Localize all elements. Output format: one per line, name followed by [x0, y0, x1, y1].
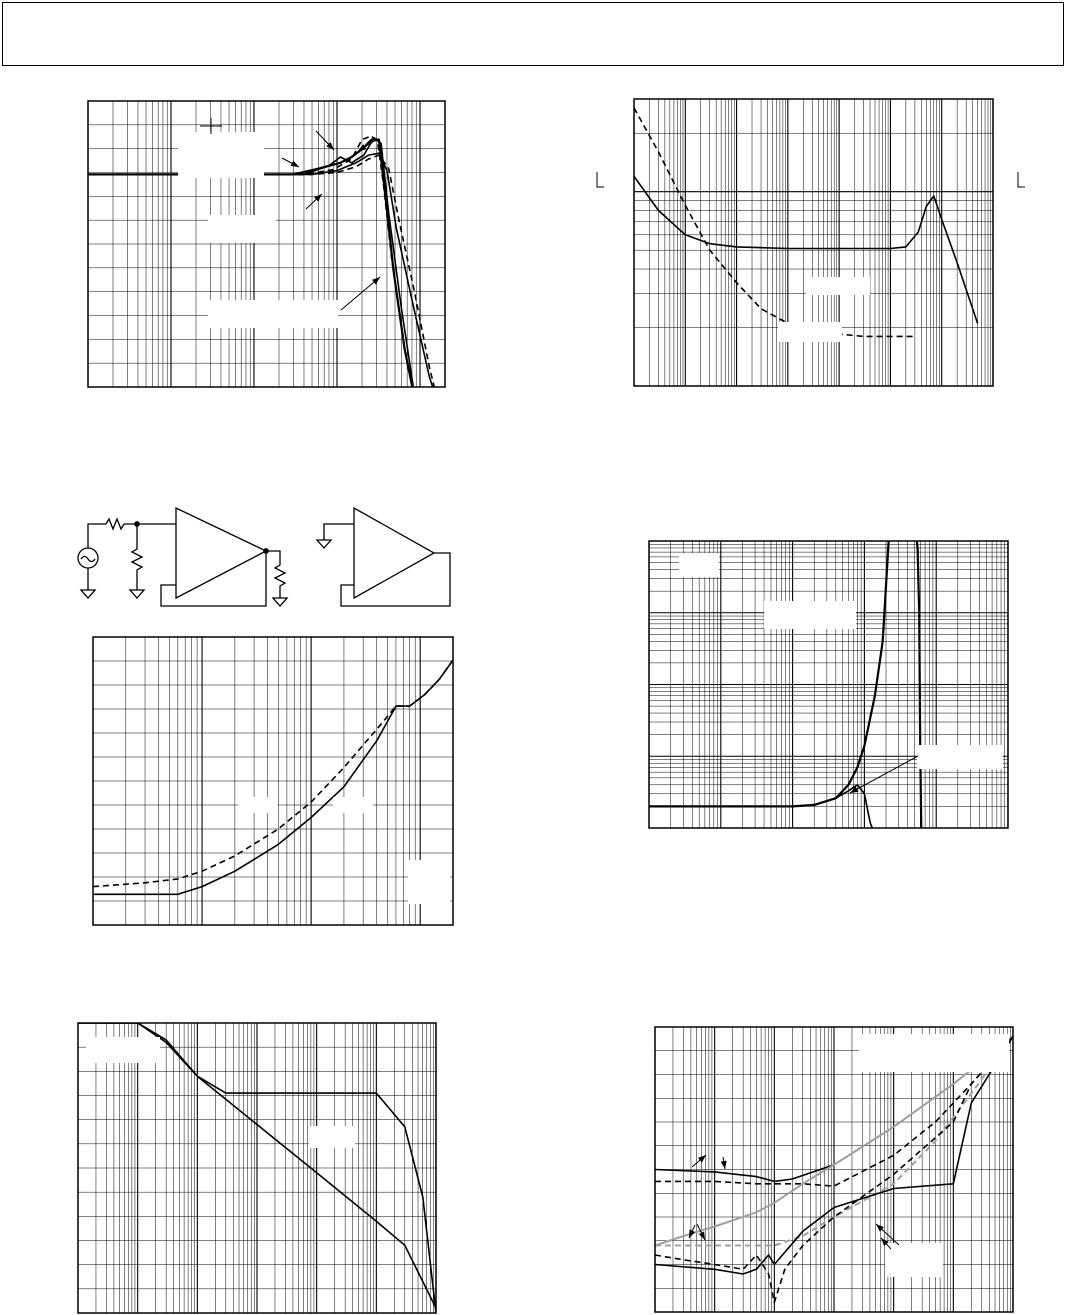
plot-grid [634, 99, 993, 386]
ground-symbol [317, 540, 331, 548]
series-line-2 [634, 108, 915, 337]
series-line-3 [915, 519, 924, 835]
series-line-1 [93, 660, 453, 894]
ground-symbol [130, 590, 144, 598]
chart-distortion [93, 637, 453, 925]
annotation-box [178, 132, 264, 178]
input-resistor [106, 519, 124, 529]
leader-arrow [341, 277, 380, 310]
arrow-head [291, 161, 299, 167]
annotation-box [679, 553, 719, 577]
annotation-box [208, 215, 276, 243]
plot-series-group [93, 660, 453, 894]
leader-arrow [282, 158, 299, 167]
annotation-box [917, 745, 1003, 769]
annotation-box [86, 1037, 160, 1063]
sine-glyph [81, 557, 95, 562]
annotation-box [238, 797, 278, 813]
axis-corner-mark-right [1018, 172, 1025, 187]
load-resistor [266, 551, 285, 598]
axis-corner-mark-left [597, 172, 604, 187]
ground-symbol [273, 598, 287, 606]
op-amp-symbol-2 [354, 508, 434, 598]
arrow-head [721, 1161, 727, 1169]
leader-arrow [689, 1225, 695, 1238]
series-line-1 [88, 140, 416, 407]
source-wire [88, 524, 106, 548]
annotation-box [208, 300, 338, 328]
ground-symbol [81, 590, 95, 598]
plot-grid [78, 1023, 436, 1313]
chart-noise-density [634, 99, 993, 386]
annotation-box [309, 1126, 355, 1148]
annotation-box [408, 860, 450, 904]
chart-freq-response [88, 101, 445, 406]
annotation-box [764, 601, 856, 629]
chart-gain-bandwidth [78, 1023, 436, 1313]
op-amp-symbol [176, 508, 266, 598]
annotation-box [333, 797, 373, 813]
leader-arrow [721, 1157, 727, 1169]
series-line-2 [93, 660, 453, 887]
leader-arrow [692, 1155, 706, 1167]
test-circuit-schematic [78, 508, 450, 606]
annotation-box [859, 1034, 1009, 1072]
annotation-box [778, 322, 842, 342]
feedback-wire-2 [341, 553, 450, 606]
input-wire-2 [324, 524, 354, 540]
termination-resistor [132, 524, 142, 590]
annotation-box [885, 1243, 943, 1277]
arrow-head [699, 1232, 705, 1240]
plot-grid [649, 541, 1008, 828]
annotation-box [806, 277, 870, 295]
